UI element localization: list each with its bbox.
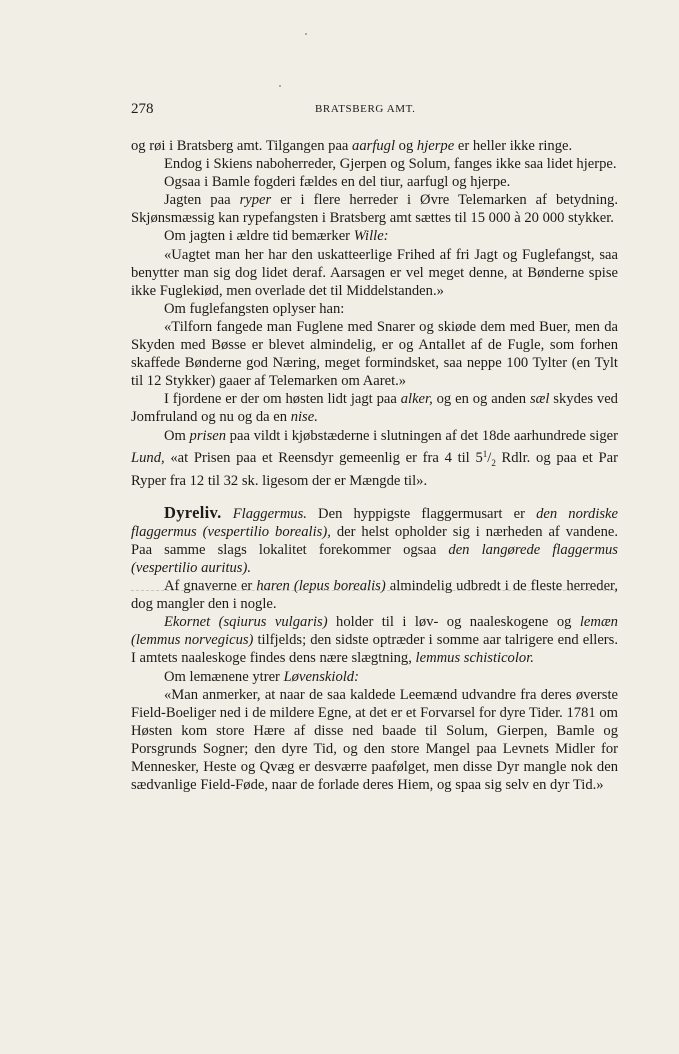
paragraph	[131, 686, 618, 795]
paragraph	[131, 300, 618, 318]
text-run: 1	[482, 448, 488, 459]
paragraph	[131, 227, 618, 245]
italic-term: Flaggermus.	[232, 505, 307, 522]
paper-speck	[305, 33, 307, 35]
text-run: og	[395, 138, 417, 154]
italic-term: Ekornet (sqiurus vulgaris)	[164, 614, 328, 631]
text-run: /	[487, 449, 492, 466]
italic-term: lemæn (lemmus norvegicus)	[131, 614, 618, 649]
text-run: og en og anden	[432, 391, 530, 408]
text-run: «at Prisen paa et Reensdyr gemeenlig er fra 4 til 5	[164, 449, 483, 466]
text-run: Jagten paa	[164, 192, 240, 209]
text-run: Om fuglefangsten oplyser han:	[164, 300, 345, 317]
italic-term: haren (lepus borealis)	[256, 578, 386, 595]
section-first-paragraph	[131, 504, 618, 577]
text-run: Rdlr. og paa et Par Ryper fra 12 til 32 sk. ligesom der er Mængde til».	[131, 449, 618, 489]
text-run: 2	[491, 457, 496, 468]
page-number: 278	[131, 101, 154, 117]
text-run: «Man anmerker, at naar de saa kaldede Leemænd udvandre fra deres øverste Field-Boeliger ned i de mildere Egne, at det er et Forvarsel for dyre Tider. 1781 om Høsten kom store Hære af disse ned baade til Solum, Gierpen, Bamle og Porsgrunds Sogner; den dyre Tid, og den store Mangel paa Levnets Midler for Mennesker, Heste og Qvæg er desværre paafølget, men disse Dyr mangle nok den sædvanlige Field-Føde, naar de forlade deres Hiem, og spaa sig selv en dyr Tid.»	[131, 686, 618, 794]
text-run: almindelig udbredt i de fleste herreder, dog mangler den i nogle.	[131, 578, 618, 613]
text-run: holder til i løv- og naaleskogene og	[327, 614, 580, 631]
text-run: der helst opholder sig i nærheden af vandene. Paa samme slags lokalitet forekommer ogsaa	[131, 523, 619, 558]
text-run: og røi i Bratsberg amt. Tilgangen paa	[131, 138, 353, 154]
italic-term: hjerpe	[416, 138, 455, 154]
italic-term: alker,	[400, 391, 433, 408]
italic-term: Løvenskiold:	[283, 668, 359, 685]
text-run: er i flere herreder i Øvre Telemarken af betydning. Skjønsmæssig kan rypefangsten i Bratsberg amt sættes til 15 000 à 20 000 stykker.	[131, 192, 618, 227]
paper-speck	[279, 85, 281, 87]
paragraph	[131, 191, 618, 227]
text-run: Om	[164, 427, 190, 444]
text-run: paa vildt i kjøbstæderne i slutningen af det 18de aarhundrede siger	[226, 427, 618, 444]
text-run: «Uagtet man her har den uskatteerlige Frihed af fri Jagt og Fuglefangst, saa benytter man sig dog lidet deraf. Aarsagen er vel meget denne, at Bønderne spise ikke Fuglekiød, men overlade det til Middelstanden.»	[131, 246, 618, 299]
italic-term: Lund,	[131, 449, 165, 466]
text-run: skydes ved Jomfruland og nu og da en	[131, 391, 618, 426]
page-body	[131, 137, 618, 794]
italic-term: ryper	[239, 192, 272, 209]
section-dyreliv	[131, 504, 618, 795]
paragraph	[131, 613, 618, 667]
text-run: Den hyppigste flaggermusart er	[306, 505, 537, 522]
section-paragraphs	[131, 577, 618, 794]
italic-term: lemmus schisticolor.	[415, 650, 534, 667]
italic-term: sæl	[529, 391, 550, 408]
text-run: Om lemænene ytrer	[164, 668, 284, 685]
paragraph	[131, 427, 618, 490]
italic-term: Wille:	[353, 228, 389, 245]
paragraph	[131, 668, 618, 686]
running-head: BRATSBERG AMT.	[315, 103, 416, 115]
text-run: Af gnaverne er	[164, 578, 257, 595]
text-run: tilfjelds; den sidste optræder i somme aar talrigere end ellers. I amtets naaleskoge findes dens nære slægtning,	[131, 632, 618, 667]
italic-term: den nordiske flaggermus (vespertilio borealis),	[131, 505, 619, 540]
page-header	[131, 101, 616, 123]
paragraph	[131, 577, 618, 613]
text-run: Om jagten i ældre tid bemærker	[164, 228, 354, 245]
paragraph	[131, 137, 618, 155]
paragraph	[131, 318, 618, 390]
section-title: Dyreliv.	[164, 502, 222, 522]
paragraph	[131, 246, 618, 300]
italic-term: aarfugl	[352, 138, 396, 154]
paragraph	[131, 155, 618, 173]
text-run: er heller ikke ringe.	[454, 138, 573, 154]
text-run	[222, 506, 233, 522]
paragraph	[131, 173, 618, 191]
text-run: «Tilforn fangede man Fuglene med Snarer og skiøde dem med Buer, men da Skyden med Bøsse er blevet almindelig, er og Antallet af de Fugle, som forhen skaffede Bønderne god Næring, meget formindsket, saa neppe 100 Tylter (en Tylt til 12 Stykker) gaaer af Telemarken om Aaret.»	[131, 318, 618, 390]
paragraphs	[131, 137, 618, 490]
paragraph	[131, 390, 618, 426]
italic-term: nise.	[290, 409, 318, 426]
text-run: Endog i Skiens naboherreder, Gjerpen og Solum, fanges ikke saa lidet hjerpe.	[164, 156, 617, 173]
italic-term: prisen	[189, 427, 227, 444]
italic-term: den langørede flaggermus (vespertilio auritus).	[131, 541, 618, 576]
text-run: Ogsaa i Bamle fogderi fældes en del tiur, aarfugl og hjerpe.	[164, 174, 511, 191]
section-divider	[131, 590, 616, 591]
text-run: I fjordene er der om høsten lidt jagt paa	[164, 391, 401, 408]
